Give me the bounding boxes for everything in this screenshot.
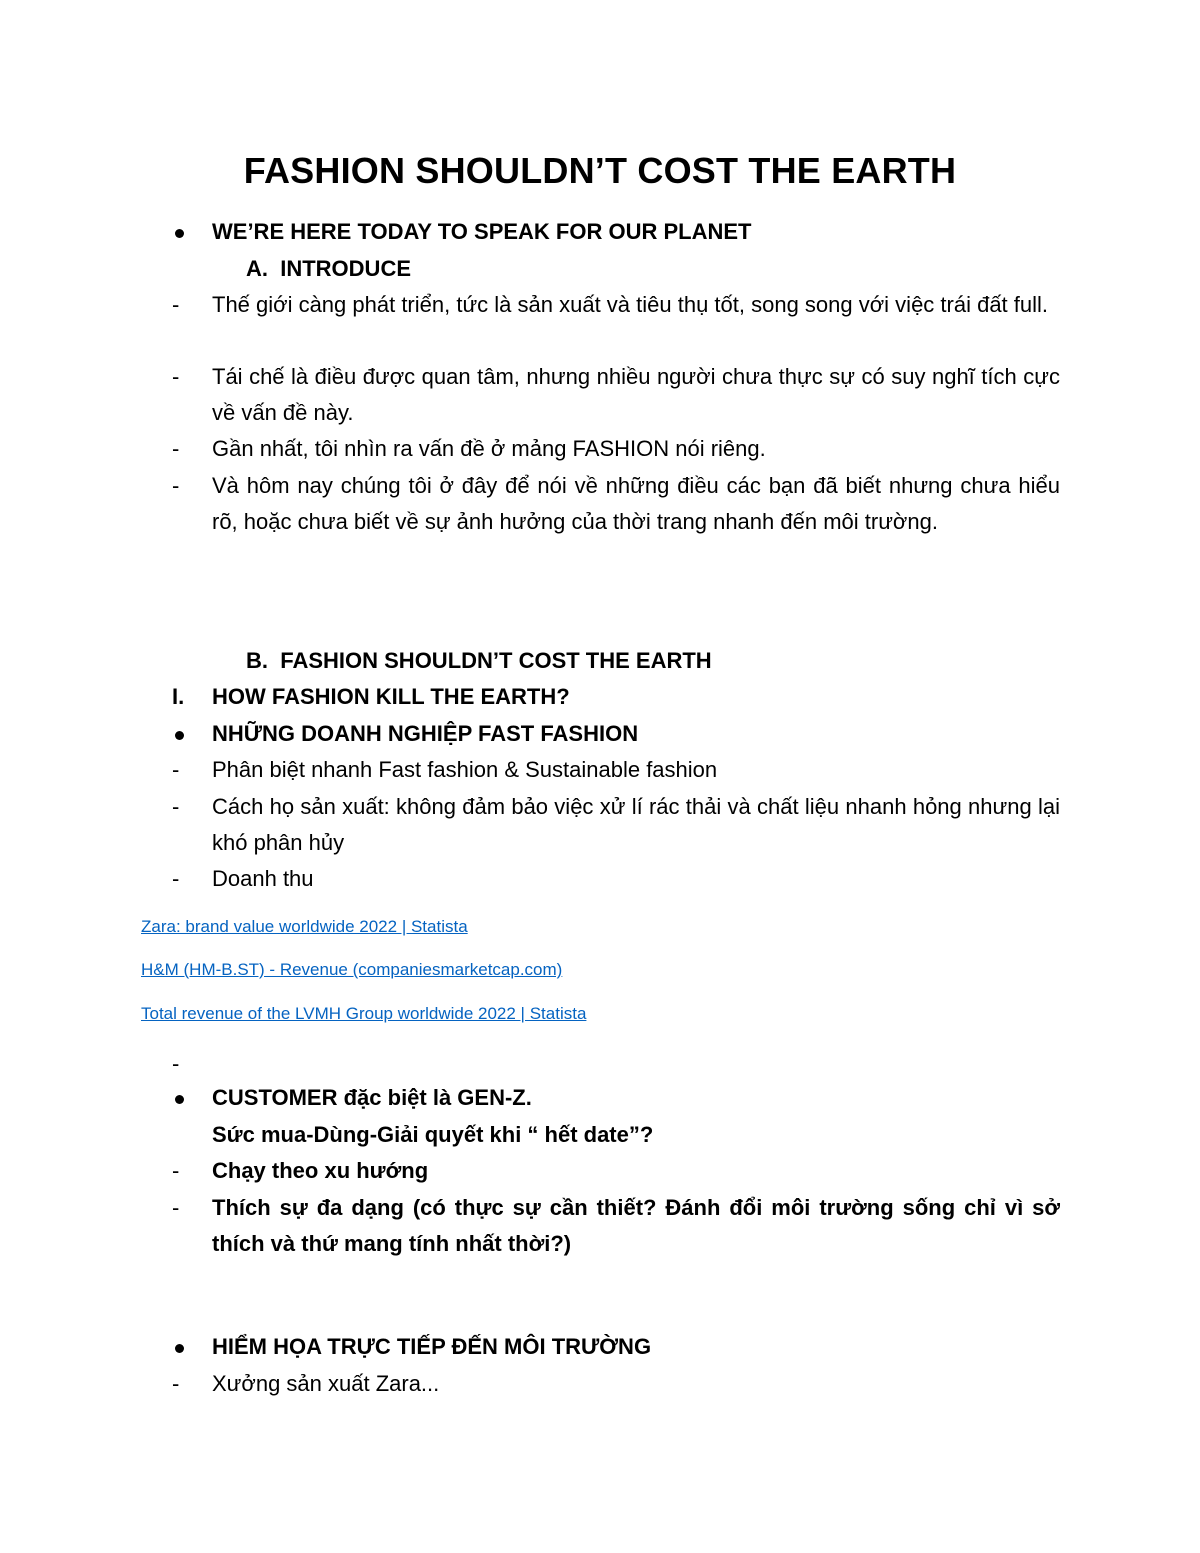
list-item: Thích sự đa dạng (có thực sự cần thiết? Đánh đổi môi trường sống chỉ vì sở thích và thứ mang tính nhất thời?) <box>212 1195 1060 1256</box>
customer-heading: CUSTOMER đặc biệt là GEN-Z. <box>212 1085 532 1110</box>
list-item: Và hôm nay chúng tôi ở đây để nói về những điều các bạn đã biết nhưng chưa hiểu rõ, hoặc chưa biết về sự ảnh hưởng của thời trang nhanh đến môi trường. <box>212 473 1060 534</box>
list-item: Doanh thu <box>212 866 314 891</box>
customer-subheading: Sức mua-Dùng-Giải quyết khi “ hết date”? <box>212 1122 654 1147</box>
danger-heading: HIỂM HỌA TRỰC TIẾP ĐẾN MÔI TRƯỜNG <box>212 1334 652 1359</box>
dash-marker: - <box>172 866 180 891</box>
list-item: Tái chế là điều được quan tâm, nhưng nhiều người chưa thực sự có suy nghĩ tích cực về vấn đề này. <box>212 364 1060 425</box>
dash-marker: - <box>172 473 180 498</box>
link-lvmh-revenue[interactable]: Total revenue of the LVMH Group worldwide 2022 | Statista <box>141 1004 587 1023</box>
list-item: Gần nhất, tôi nhìn ra vấn đề ở mảng FASHION nói riêng. <box>212 436 766 461</box>
section-b-title: FASHION SHOULDN’T COST THE EARTH <box>280 648 712 673</box>
dash-marker: - <box>172 292 180 317</box>
dash-marker: - <box>172 436 180 461</box>
list-item: Xưởng sản xuất Zara... <box>212 1371 440 1396</box>
list-item: Chạy theo xu hướng <box>212 1158 429 1183</box>
bullet-icon <box>175 1095 184 1104</box>
document-title: FASHION SHOULDN’T COST THE EARTH <box>243 150 957 191</box>
section-a-title: INTRODUCE <box>280 256 412 281</box>
link-zara-brand-value[interactable]: Zara: brand value worldwide 2022 | Statista <box>141 917 468 936</box>
dash-marker: - <box>172 1371 180 1396</box>
list-item: Thế giới càng phát triển, tức là sản xuất và tiêu thụ tốt, song song với việc trái đất full. <box>212 292 1049 317</box>
dash-marker: - <box>172 794 180 819</box>
fast-fashion-heading: NHỮNG DOANH NGHIỆP FAST FASHION <box>212 721 639 746</box>
dash-marker: - <box>172 757 180 782</box>
subsection-heading: HOW FASHION KILL THE EARTH? <box>212 684 570 709</box>
list-item: Phân biệt nhanh Fast fashion & Sustainable fashion <box>212 757 718 782</box>
bullet-icon <box>175 229 184 238</box>
link-hm-revenue[interactable]: H&M (HM-B.ST) - Revenue (companiesmarketcap.com) <box>141 960 563 979</box>
list-item: Cách họ sản xuất: không đảm bảo việc xử lí rác thải và chất liệu nhanh hỏng nhưng lại khó phân hủy <box>212 794 1060 855</box>
intro-heading: WE’RE HERE TODAY TO SPEAK FOR OUR PLANET <box>212 219 752 244</box>
dash-marker: - <box>172 1195 180 1220</box>
roman-marker: I. <box>172 684 185 709</box>
section-b-marker: B. <box>246 648 268 673</box>
dash-marker: - <box>172 1051 180 1076</box>
section-b-heading <box>246 643 1094 679</box>
section-a-marker: A. <box>246 256 268 281</box>
dash-marker: - <box>172 1158 180 1183</box>
bullet-icon <box>175 1344 184 1353</box>
dash-marker: - <box>172 364 180 389</box>
bullet-icon <box>175 731 184 740</box>
section-a-heading <box>246 251 1094 287</box>
